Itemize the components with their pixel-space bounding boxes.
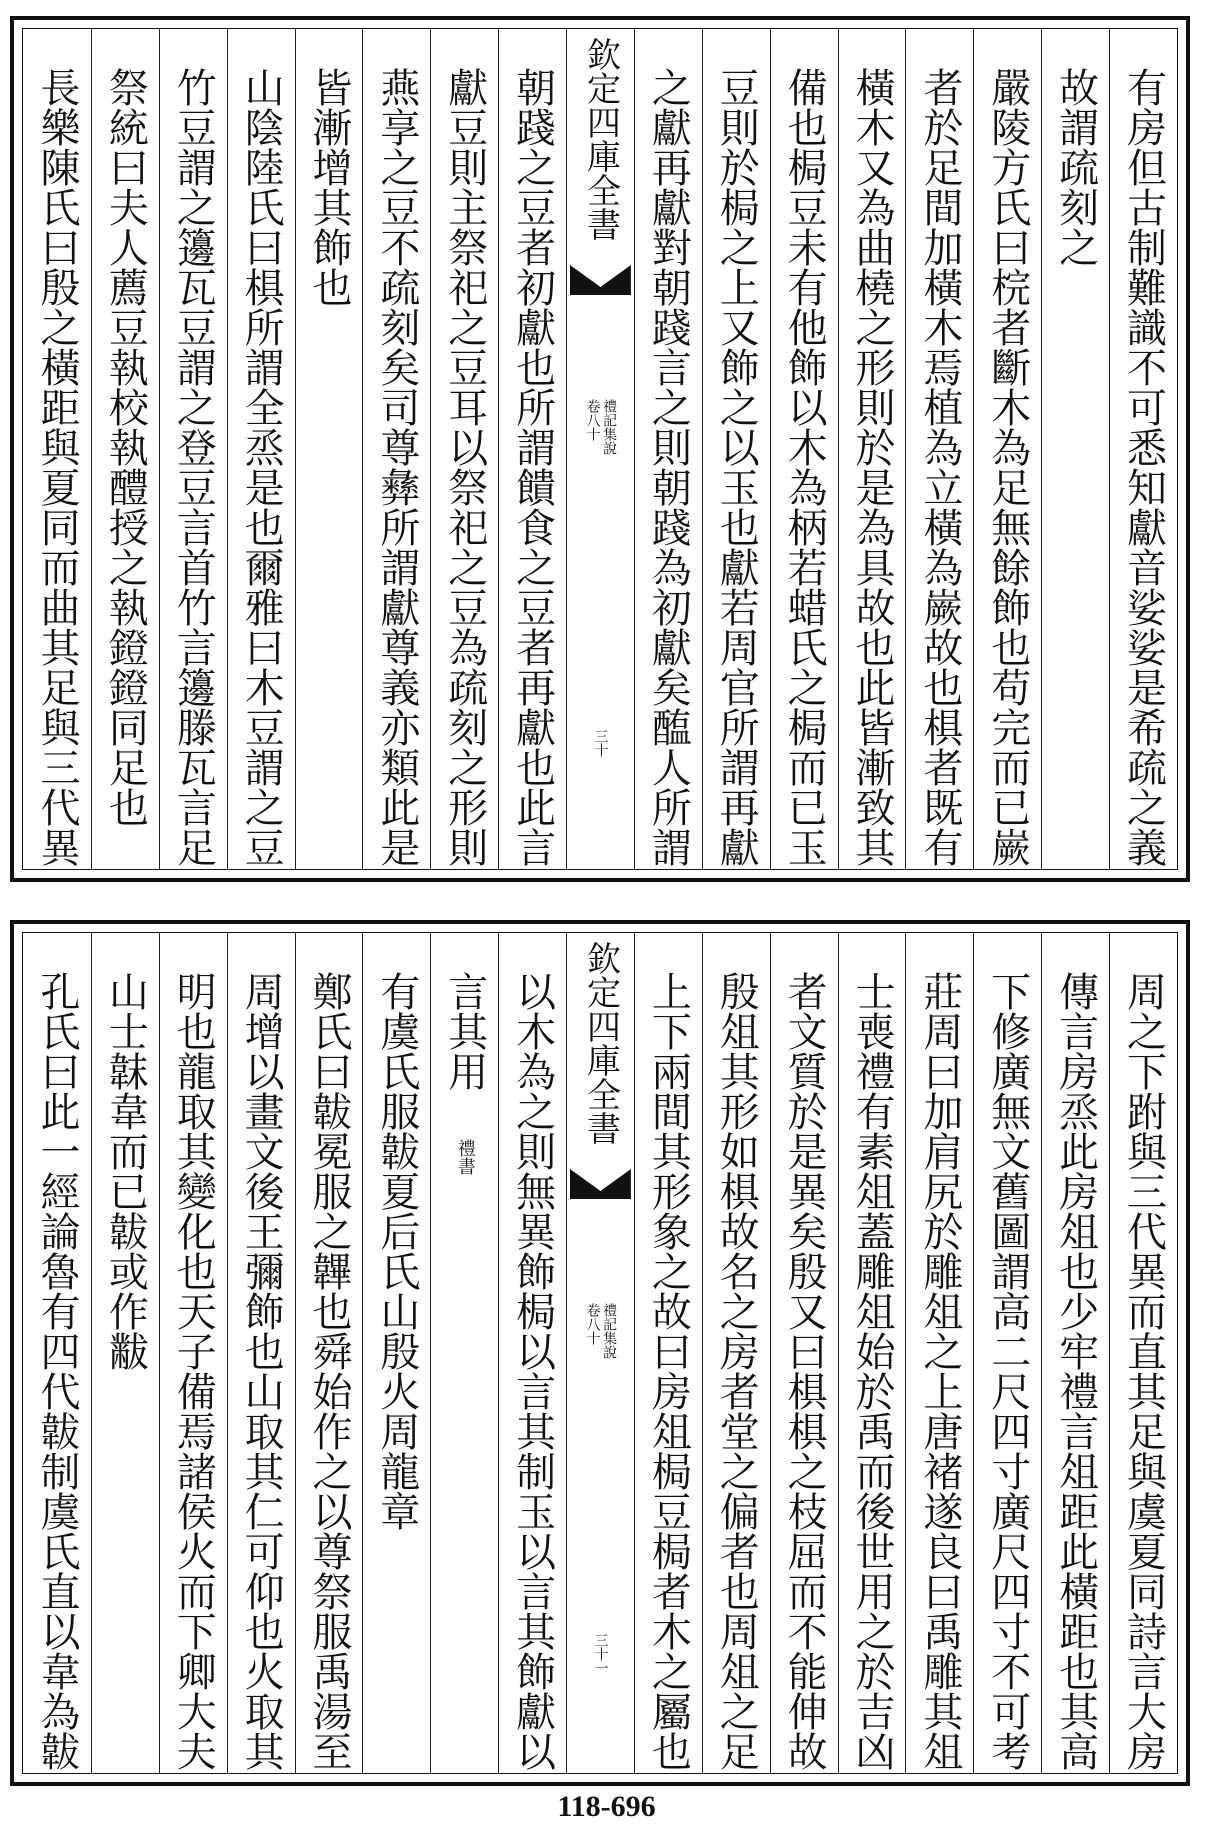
column-text: 嚴陵方氏曰梡者斷木為足無餘飾也苟完而已嶡 [984, 67, 1031, 867]
header-volume [585, 399, 616, 455]
text-column [973, 933, 1041, 1773]
header-volume-line: 卷八十 [584, 1303, 601, 1345]
header-leaf-number: 三十 [592, 729, 609, 757]
column-text: 孔氏曰此一經論魯有四代韍制虞氏直以韋為韍 [33, 971, 80, 1771]
center-fold-column [566, 933, 634, 1773]
page-number-footer: 118-696 [557, 1790, 656, 1823]
text-column [362, 933, 430, 1773]
text-column [634, 933, 702, 1773]
header-volume [585, 1303, 616, 1359]
column-text: 獻豆則主祭祀之豆耳以祭祀之豆為疏刻之形則 [441, 67, 488, 867]
bottom-page-block [10, 920, 1190, 1786]
column-text: 傳言房烝此房俎也少牢禮言俎距此橫距也其高 [1052, 971, 1099, 1771]
column-text: 朝踐之豆者初獻也所謂饋食之豆者再獻也此言 [509, 67, 556, 867]
column-text: 以木為之則無異飾梮以言其制玉以言其飾獻以 [509, 971, 556, 1771]
column-text: 言其用 [441, 971, 488, 1091]
top-page-block [10, 16, 1190, 882]
text-column [91, 29, 159, 869]
text-column [1041, 29, 1109, 869]
text-column [430, 29, 498, 869]
header-title: 欽定四庫全書 [580, 941, 621, 1145]
column-text: 莊周曰加肩尻於雕俎之上唐褚遂良曰禹雕其俎 [916, 971, 963, 1771]
text-column [770, 933, 838, 1773]
inline-source-note: 禮書 [454, 1139, 476, 1175]
text-column [1041, 933, 1109, 1773]
column-text: 士喪禮有素俎蓋雕俎始於禹而後世用之於吉凶 [849, 971, 896, 1771]
column-text: 山陰陸氏曰椇所謂全烝是也爾雅曰木豆謂之豆 [238, 67, 285, 867]
column-text: 皆漸增其飾也 [305, 67, 352, 307]
header-volume-line: 禮記集說 [601, 1303, 618, 1359]
column-text: 上下兩間其形象之故曰房俎梮豆梮者木之屬也 [645, 971, 692, 1771]
text-column [295, 29, 363, 869]
column-text: 竹豆謂之籩瓦豆謂之登豆言首竹言籩滕瓦言足 [170, 67, 217, 867]
text-column [770, 29, 838, 869]
column-text: 山士韎韋而已韍或作黻 [102, 971, 149, 1371]
text-column [430, 933, 498, 1773]
column-text: 有虞氏服韍夏后氏山殷火周龍章 [373, 971, 420, 1531]
header-volume-line: 禮記集說 [601, 399, 618, 455]
text-column [634, 29, 702, 869]
column-text: 長樂陳氏曰殷之橫距與夏同而曲其足與三代異 [33, 67, 80, 867]
column-text: 有房但古制難識不可悉知獻音娑娑是希疏之義 [1120, 67, 1167, 867]
text-column [91, 933, 159, 1773]
column-text: 周增以畫文後王彌飾也山取其仁可仰也火取其 [238, 971, 285, 1771]
header-title: 欽定四庫全書 [580, 37, 621, 241]
column-text: 故謂疏刻之 [1052, 67, 1099, 267]
text-column [838, 29, 906, 869]
header-volume-line: 卷八十 [584, 399, 601, 441]
fishtail-ornament-upper [570, 1155, 631, 1199]
text-column [498, 29, 566, 869]
fishtail-ornament-upper [570, 251, 631, 295]
column-text: 之獻再獻對朝踐言之則朝踐為初獻矣醢人所謂 [645, 67, 692, 867]
column-text: 周之下跗與三代異而直其足與虞夏同詩言大房 [1120, 971, 1167, 1771]
text-column [905, 29, 973, 869]
column-text: 祭統曰夫人薦豆執校執醴授之執鐙鐙同足也 [102, 67, 149, 827]
text-column [227, 29, 295, 869]
column-text: 備也梮豆未有他飾以木為柄若蜡氏之梮而已玉 [781, 67, 828, 867]
column-text: 燕享之豆不疏刻矣司尊彝所謂獻尊義亦類此是 [373, 67, 420, 867]
text-column [159, 933, 227, 1773]
text-column [838, 933, 906, 1773]
text-column [702, 933, 770, 1773]
column-text: 者文質於是異矣殷又曰椇椇之枝屈而不能伸故 [781, 971, 828, 1771]
text-column [702, 29, 770, 869]
header-leaf-number: 三十一 [592, 1633, 609, 1675]
column-text: 鄭氏曰韍冕服之韠也舜始作之以尊祭服禹湯至 [305, 971, 352, 1771]
text-column [362, 29, 430, 869]
center-fold-column [566, 29, 634, 869]
text-column [227, 933, 295, 1773]
text-column [1109, 29, 1177, 869]
column-text: 明也龍取其變化也天子備焉諸侯火而下卿大夫 [170, 971, 217, 1771]
text-column [159, 29, 227, 869]
text-column [498, 933, 566, 1773]
column-text: 殷俎其形如椇故名之房者堂之偏者也周俎之足 [713, 971, 760, 1771]
column-text: 橫木又為曲橈之形則於是為具故也此皆漸致其 [849, 67, 896, 867]
text-column [1109, 933, 1177, 1773]
column-text: 豆則於梮之上又飾之以玉也獻若周官所謂再獻 [713, 67, 760, 867]
text-column [973, 29, 1041, 869]
text-column [23, 29, 91, 869]
text-column [295, 933, 363, 1773]
text-column [905, 933, 973, 1773]
text-column [23, 933, 91, 1773]
bottom-page-frame [22, 932, 1178, 1774]
top-page-frame [22, 28, 1178, 870]
column-text: 下修廣無文舊圖謂高二尺四寸廣尺四寸不可考 [984, 971, 1031, 1771]
column-text: 者於足間加橫木焉植為立橫為嶡故也椇者既有 [916, 67, 963, 867]
